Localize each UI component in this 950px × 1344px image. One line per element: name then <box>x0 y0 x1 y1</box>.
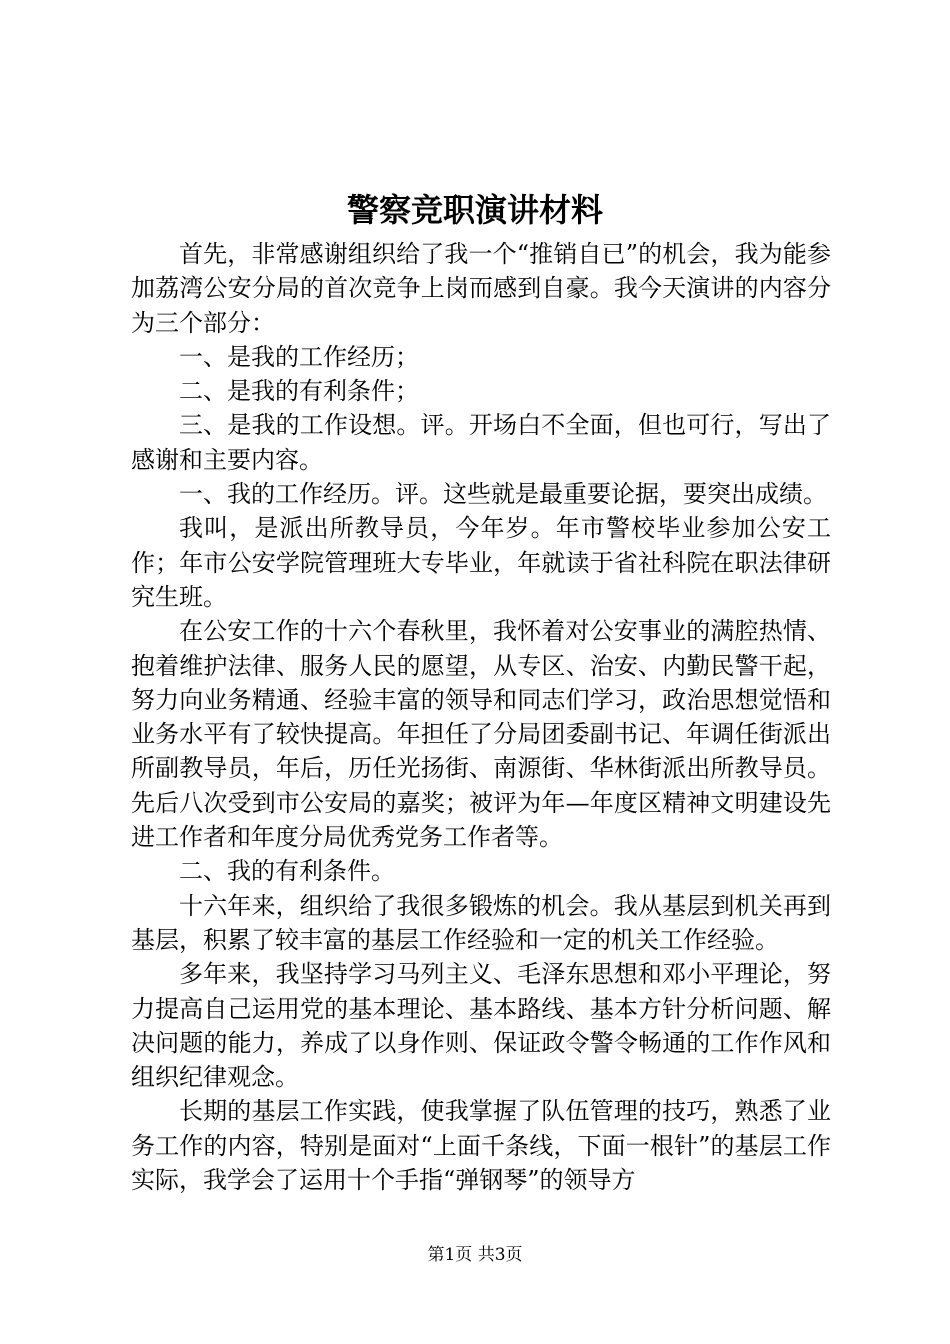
paragraph: 二、是我的有利条件； <box>179 377 419 406</box>
paragraph: 我叫，是派出所教导员，今年岁。年市警校毕业参加公安工作；年市公安学院管理班大专毕业，年就读于省社科院在职法律研究生班。 <box>131 514 831 611</box>
document-title: 警察竞职演讲材料 <box>346 191 603 229</box>
paragraph: 在公安工作的十六个春秋里，我怀着对公安事业的满腔热情、抱着维护法律、服务人民的愿望，从专区、治安、内勤民警干起，努力向业务精通、经验丰富的领导和同志们学习，政治思想觉悟和业务水平有了较快提高。年担任了分局团委副书记、年调任街派出所副教导员，年后，历任光扬街、南源街、华林街派出所教导员。先后八次受到市公安局的嘉奖；被评为年—年度区精神文明建设先进工作者和年度分局优秀党务工作者等。 <box>131 617 831 852</box>
document-body <box>131 237 831 1197</box>
paragraph: 二、我的有利条件。 <box>179 857 395 886</box>
paragraph: 首先，非常感谢组织给了我一个“推销自已”的机会，我为能参加荔湾公安分局的首次竞争上岗而感到自豪。我今天演讲的内容分为三个部分： <box>131 240 831 337</box>
paragraph: 三、是我的工作设想。评。开场白不全面，但也可行，写出了感谢和主要内容。 <box>131 411 831 474</box>
page-number: 第1页 共3页 <box>427 1245 523 1265</box>
paragraph: 十六年来，组织给了我很多锻炼的机会。我从基层到机关再到基层，积累了较丰富的基层工作经验和一定的机关工作经验。 <box>131 891 831 954</box>
paragraph: 一、我的工作经历。评。这些就是最重要论据，要突出成绩。 <box>179 480 827 509</box>
paragraph: 长期的基层工作实践，使我掌握了队伍管理的技巧，熟悉了业务工作的内容，特别是面对“上面千条线，下面一根针”的基层工作实际，我学会了运用十个手指“弹钢琴”的领导方 <box>131 1097 831 1195</box>
paragraph: 一、是我的工作经历； <box>179 342 419 371</box>
paragraph: 多年来，我坚持学习马列主义、毛泽东思想和邓小平理论，努力提高自己运用党的基本理论、基本路线、基本方针分析问题、解决问题的能力，养成了以身作则、保证政令警令畅通的工作作风和组织纪律观念。 <box>131 960 831 1092</box>
